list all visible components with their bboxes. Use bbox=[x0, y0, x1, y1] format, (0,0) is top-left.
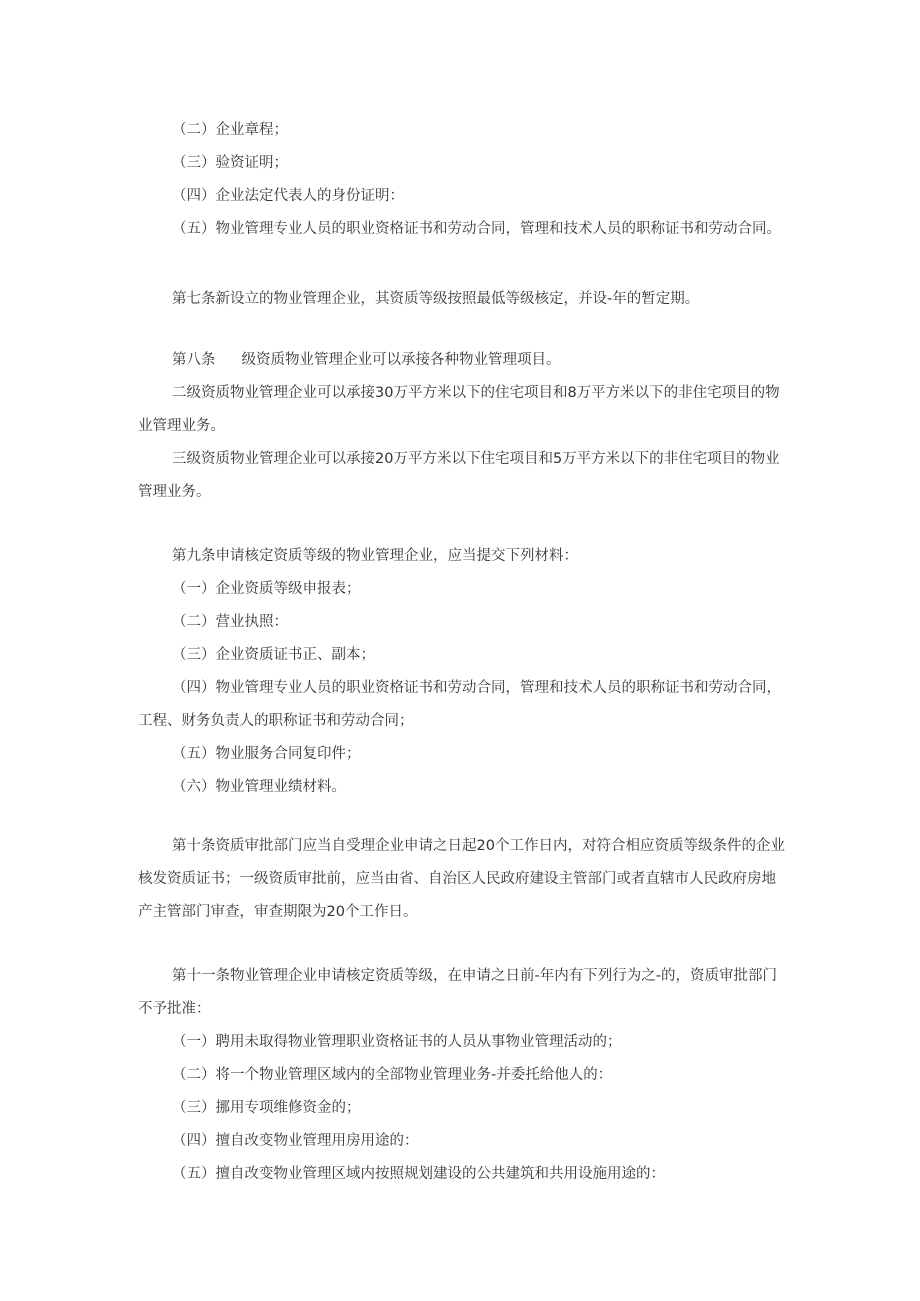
item-application-form: （一）企业资质等级申报表； bbox=[172, 581, 361, 597]
item-service-contract: （五）物业服务合同复印件； bbox=[172, 746, 361, 762]
article-11: 第十一条物业管理企业申请核定资质等级，在申请之日前-年内有下列行为之-的，资质审批部门不予批准： bbox=[138, 968, 777, 1017]
article-8-text: 级资质物业管理企业可以承接各种物业管理项目。 bbox=[241, 352, 561, 368]
item-unqualified-staff: （一）聘用未取得物业管理职业资格证书的人员从事物业管理活动的； bbox=[172, 1034, 622, 1050]
article-8-heading: 第八条 bbox=[172, 352, 216, 368]
item-change-facilities-use: （五）擅自改变物业管理区域内按照规划建设的公共建筑和共用设施用途的： bbox=[172, 1166, 665, 1182]
article-10: 第十条资质审批部门应当自受理企业申请之日起20个工作日内，对符合相应资质等级条件的企业核发资质证书；一级资质审批前，应当由省、自治区人民政府建设主管部门或者直辖市人民政府房地产主管部门审查，审查期限为20个工作日。 bbox=[138, 838, 785, 920]
article-8-level-3: 三级资质物业管理企业可以承接20万平方米以下住宅项目和5万平方米以下的非住宅项目的物业管理业务。 bbox=[138, 451, 780, 500]
item-staff-contracts: （四）物业管理专业人员的职业资格证书和劳动合同，管理和技术人员的职称证书和劳动合同，工程、财务负责人的职称证书和劳动合同； bbox=[138, 680, 781, 729]
article-8-level-2: 二级资质物业管理企业可以承接30万平方米以下的住宅项目和8万平方米以下的非住宅项目的物业管理业务。 bbox=[138, 385, 780, 434]
article-9: 第九条申请核定资质等级的物业管理企业，应当提交下列材料： bbox=[172, 548, 578, 564]
article-8 bbox=[138, 344, 788, 377]
item-qualification-certificate: （三）企业资质证书正、副本； bbox=[172, 647, 375, 663]
item-change-housing-use: （四）擅自改变物业管理用房用途的： bbox=[172, 1133, 419, 1149]
item-capital-verification: （三）验资证明； bbox=[172, 155, 288, 171]
item-performance-materials: （六）物业管理业绩材料。 bbox=[172, 779, 346, 795]
item-staff-certificates: （五）物业管理专业人员的职业资格证书和劳动合同，管理和技术人员的职称证书和劳动合同。 bbox=[172, 221, 781, 237]
article-7: 第七条新设立的物业管理企业，其资质等级按照最低等级核定，并设-年的暂定期。 bbox=[172, 291, 700, 307]
item-legal-rep-id: （四）企业法定代表人的身份证明： bbox=[172, 188, 404, 204]
item-entrust-all-business: （二）将一个物业管理区域内的全部物业管理业务-并委托给他人的： bbox=[172, 1067, 613, 1083]
item-charter: （二）企业章程； bbox=[172, 122, 288, 138]
item-business-license: （二）营业执照： bbox=[172, 614, 288, 630]
item-misuse-maintenance-fund: （三）挪用专项维修资金的； bbox=[172, 1100, 361, 1116]
